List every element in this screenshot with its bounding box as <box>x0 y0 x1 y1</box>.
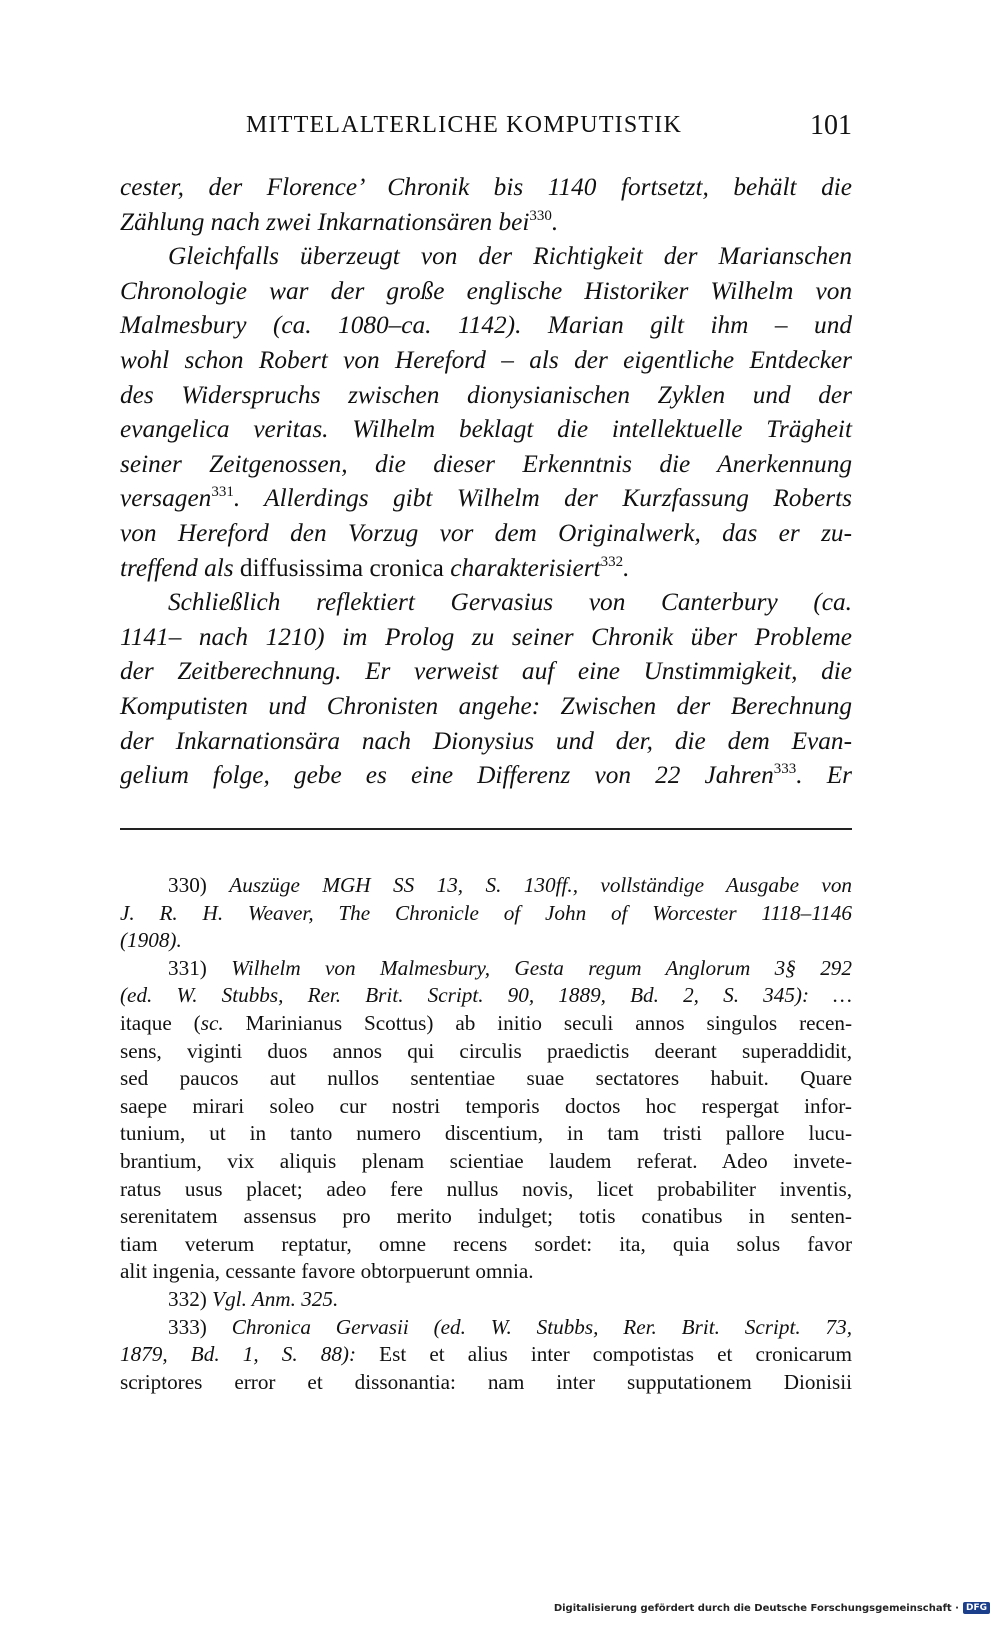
footnote-ref[interactable]: 330 <box>529 207 552 224</box>
main-text <box>120 170 852 793</box>
text-line: der Inkarnationsära nach Dionysius und der, die dem Evan- <box>120 726 852 755</box>
text-line: gelium folge, gebe es eine Differenz von 22 Jahren$^{333}$. Er <box>120 761 852 790</box>
footnote-line: scriptores error et dissonantia: nam inter supputationem Dionisii <box>120 1369 852 1394</box>
footnote-line: itaque (sc. Marinianus Scottus) ab initio seculi annos singulos recen- <box>120 1010 852 1035</box>
text-line: Chronologie war der große englische Historiker Wilhelm von <box>120 276 852 305</box>
footnote-line: sens, viginti duos annos qui circulis praedictis deerant superaddidit, <box>120 1038 852 1063</box>
footnote-line: alit ingenia, cessante favore obtorpuerunt omnia. <box>120 1259 534 1284</box>
footnote-line: (1908). <box>120 928 182 953</box>
text-line: evangelica veritas. Wilhelm beklagt die intellektuelle Trägheit <box>120 415 852 444</box>
page-header <box>118 108 852 148</box>
footnote-divider <box>120 828 852 830</box>
text-line: versagen$^{331}$. Allerdings gibt Wilhelm der Kurzfassung Roberts <box>120 484 852 513</box>
footnote-ref[interactable]: 331 <box>211 484 234 501</box>
footnote-line: saepe mirari soleo cur nostri temporis doctos hoc respergat infor- <box>120 1093 852 1118</box>
digitization-footer <box>554 1598 990 1618</box>
text-line: Malmesbury (ca. 1080–ca. 1142). Marian gilt ihm – und <box>120 311 852 340</box>
text-line: seiner Zeitgenossen, die dieser Erkenntnis die Anerkennung <box>120 449 852 478</box>
dfg-logo-icon: DFG <box>963 1602 990 1614</box>
latin-quote: diffusissima cronica <box>239 553 444 582</box>
text-line: treffend als diffusissima cronica charakterisiert$^{332}$. <box>120 553 630 582</box>
text-line: Zählung nach zwei Inkarnationsären bei$^{330}$. <box>120 207 559 236</box>
footnote-line: 1879, Bd. 1, S. 88): Est et alius inter compotistas et cronicarum <box>120 1342 852 1367</box>
footnote-line: tiam veterum reptatur, omne recens sordet: ita, quia solus favor <box>120 1231 852 1256</box>
footnote-ref[interactable]: 332 <box>600 553 624 570</box>
footnote-330: 330) Auszüge MGH SS 13, S. 130ff., vollständige Ausgabe von <box>168 873 853 897</box>
text-line: des Widerspruchs zwischen dionysianischen Zyklen und der <box>120 380 852 409</box>
text-line: von Hereford den Vorzug vor dem Originalwerk, das er zu- <box>120 518 852 547</box>
footnote-number: 333) <box>168 1314 207 1339</box>
text-line: Komputisten und Chronisten angehe: Zwischen der Berechnung <box>120 691 852 720</box>
footnote-line: J. R. H. Weaver, The Chronicle of John of Worcester 1118–1146 <box>120 900 852 925</box>
text-line: 1141– nach 1210) im Prolog zu seiner Chronik über Probleme <box>120 622 852 651</box>
footnote-331: 331) Wilhelm von Malmesbury, Gesta regum Anglorum 3§ 292 <box>168 955 852 980</box>
footnote-ref[interactable]: 333 <box>773 761 797 778</box>
text-line: Schließlich reflektiert Gervasius von Canterbury (ca. <box>168 588 852 617</box>
footnote-333: 333) Chronica Gervasii (ed. W. Stubbs, Rer. Brit. Script. 73, <box>168 1314 852 1339</box>
text-line: cester, der Florence’ Chronik bis 1140 fortsetzt, behält die <box>120 173 852 201</box>
page-number: 101 <box>810 110 852 141</box>
footnote-number: 331) <box>168 955 207 980</box>
footnote-332: 332) Vgl. Anm. 325. <box>168 1286 339 1311</box>
footer-text: Digitalisierung gefördert durch die Deutsche Forschungsgemeinschaft · <box>553 1602 959 1614</box>
footnote-line: ratus usus placet; adeo fere nullus novis, licet probabiliter inventis, <box>120 1176 852 1201</box>
footnote-line: serenitatem assensus pro merito indulget; totis conatibus in senten- <box>120 1204 852 1229</box>
footnote-line: (ed. W. Stubbs, Rer. Brit. Script. 90, 1889, Bd. 2, S. 345): … <box>120 983 852 1008</box>
footnote-number: 332) <box>168 1286 207 1311</box>
footnote-line: sed paucos aut nullos sententiae suae sectatores habuit. Quare <box>120 1066 852 1091</box>
text-line: der Zeitberechnung. Er verweist auf eine Unstimmigkeit, die <box>120 657 852 686</box>
text-line: Gleichfalls überzeugt von der Richtigkeit der Marianschen <box>168 242 852 271</box>
running-title: MITTELALTERLICHE KOMPUTISTIK <box>246 112 683 138</box>
footnote-line: brantium, vix aliquis plenam scientiae laudem referat. Adeo invete- <box>120 1148 852 1173</box>
footnotes <box>120 872 852 1396</box>
footnote-line: tunium, ut in tanto numero discentium, in tam tristi pallore lucu- <box>120 1121 852 1146</box>
text-line: wohl schon Robert von Hereford – als der eigentliche Entdecker <box>120 345 852 374</box>
footnote-number: 330) <box>168 873 207 897</box>
